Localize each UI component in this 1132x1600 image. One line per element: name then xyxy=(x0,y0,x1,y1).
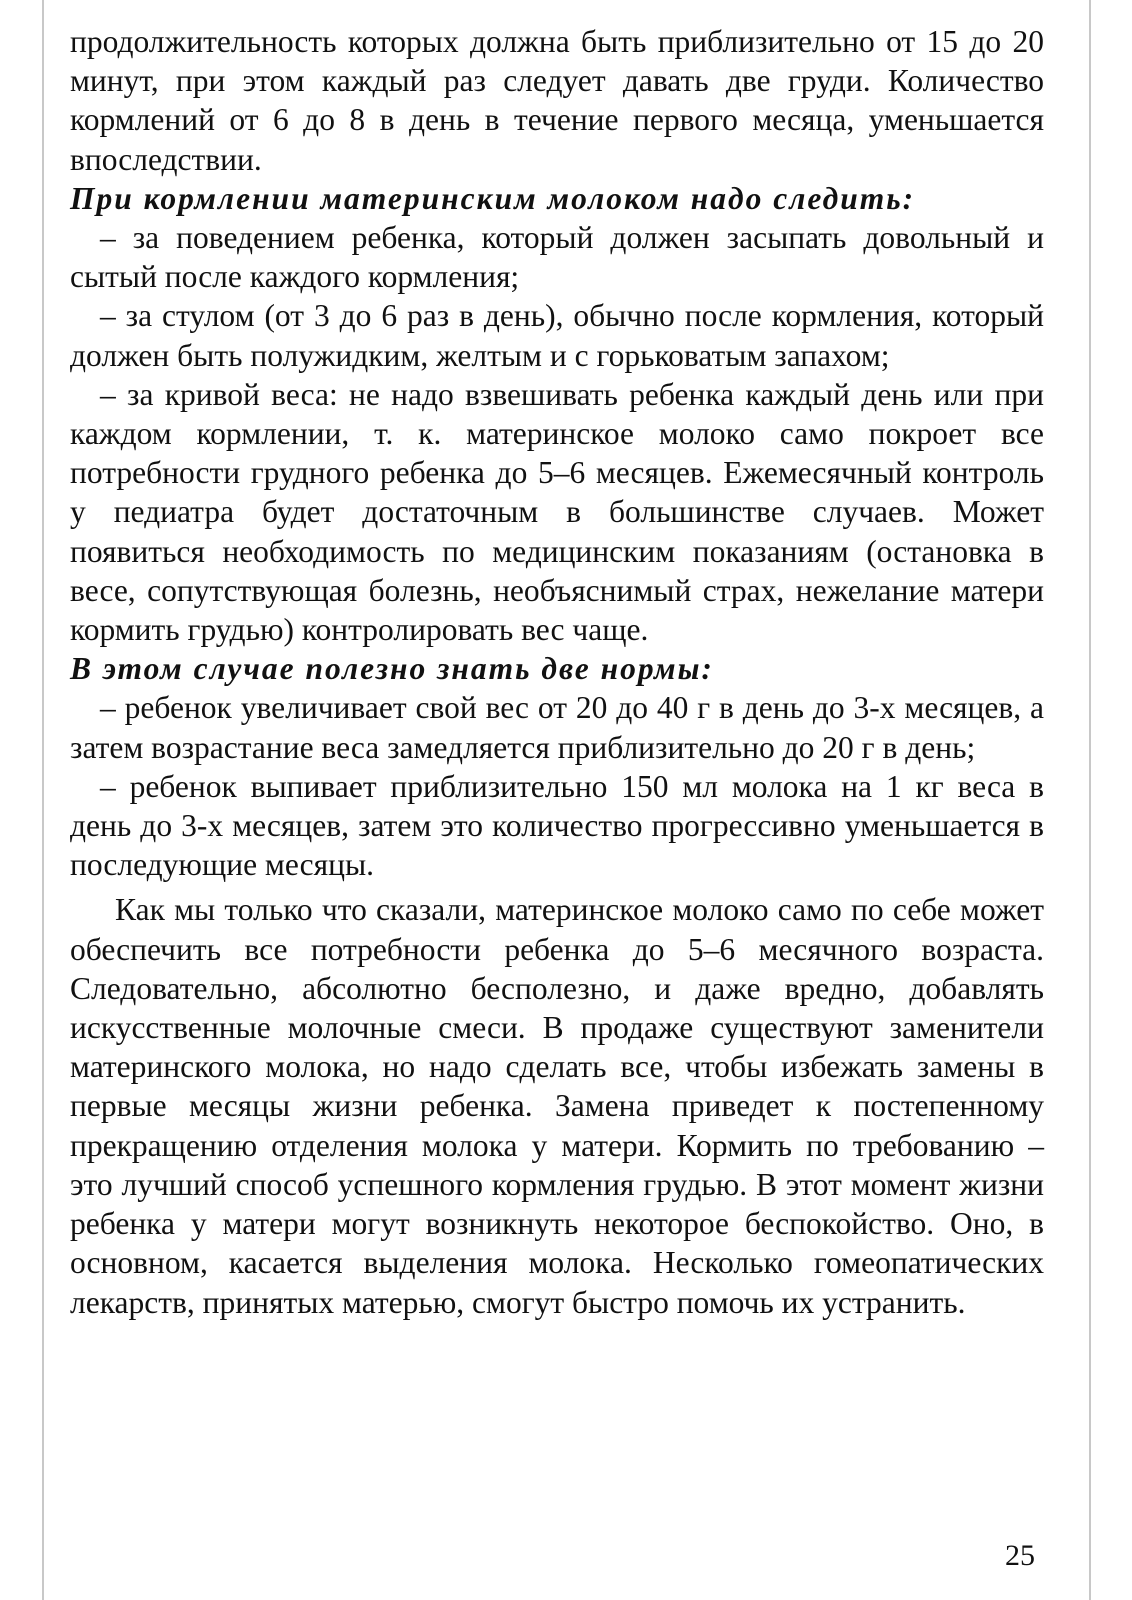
page-edge-right xyxy=(1089,0,1091,1600)
page-edge-left xyxy=(42,0,44,1600)
list-item: – за кривой веса: не надо взвешивать ребенка каждый день или при каждом кормлении, т. к. материнское молоко само покроет все потребности грудного ребенка до 5–6 месяцев. Ежемесячный контроль у педиатра будет достаточным в большинстве случаев. Может появиться необходимость по медицинским показаниям (остановка в весе, сопутствующая болезнь, необъяснимый страх, нежелание матери кормить грудью) контролировать вес чаще. xyxy=(70,376,1044,648)
page-body xyxy=(70,22,1044,1322)
list-item: – ребенок увеличивает свой вес от 20 до 40 г в день до 3-х месяцев, а затем возрастание веса замедляется приблизительно до 20 г в день; xyxy=(70,690,1044,765)
body-paragraph: Как мы только что сказали, материнское молоко само по себе может обеспечить все потребности ребенка до 5–6 месячного возраста. Следовательно, абсолютно бесполезно, и даже вредно, добавлять искусственные молочные смеси. В продаже существуют заменители материнского молока, но надо сделать все, чтобы избежать замены в первые месяцы жизни ребенка. Замена приведет к постепенному прекращению отделения молока у матери. Кормить по требованию – это лучший способ успешного кормления грудью. В этот момент жизни ребенка у матери могут возникнуть некоторое беспокойство. Оно, в основном, касается выделения молока. Несколько гомеопатических лекарств, принятых матерью, смогут быстро помочь их устранить. xyxy=(70,892,1044,1320)
section-heading-norms: В этом случае полезно знать две нормы: xyxy=(70,651,714,687)
list-item: – за стулом (от 3 до 6 раз в день), обычно после кормления, который должен быть полужидким, желтым и с горьковатым запахом; xyxy=(70,298,1044,373)
list-item: – ребенок выпивает приблизительно 150 мл молока на 1 кг веса в день до 3-х месяцев, затем это количество прогрессивно уменьшается в последующие месяцы. xyxy=(70,768,1044,883)
continuation-paragraph: продолжительность которых должна быть приблизительно от 15 до 20 минут, при этом каждый раз следует давать две груди. Количество кормлений от 6 до 8 в день в течение первого месяца, уменьшается впоследствии. xyxy=(70,24,1044,177)
page-number: 25 xyxy=(1005,1539,1035,1572)
section-heading-monitoring: При кормлении материнским молоком надо следить: xyxy=(70,180,916,216)
list-item: – за поведением ребенка, который должен засыпать довольный и сытый после каждого кормления; xyxy=(70,220,1044,295)
